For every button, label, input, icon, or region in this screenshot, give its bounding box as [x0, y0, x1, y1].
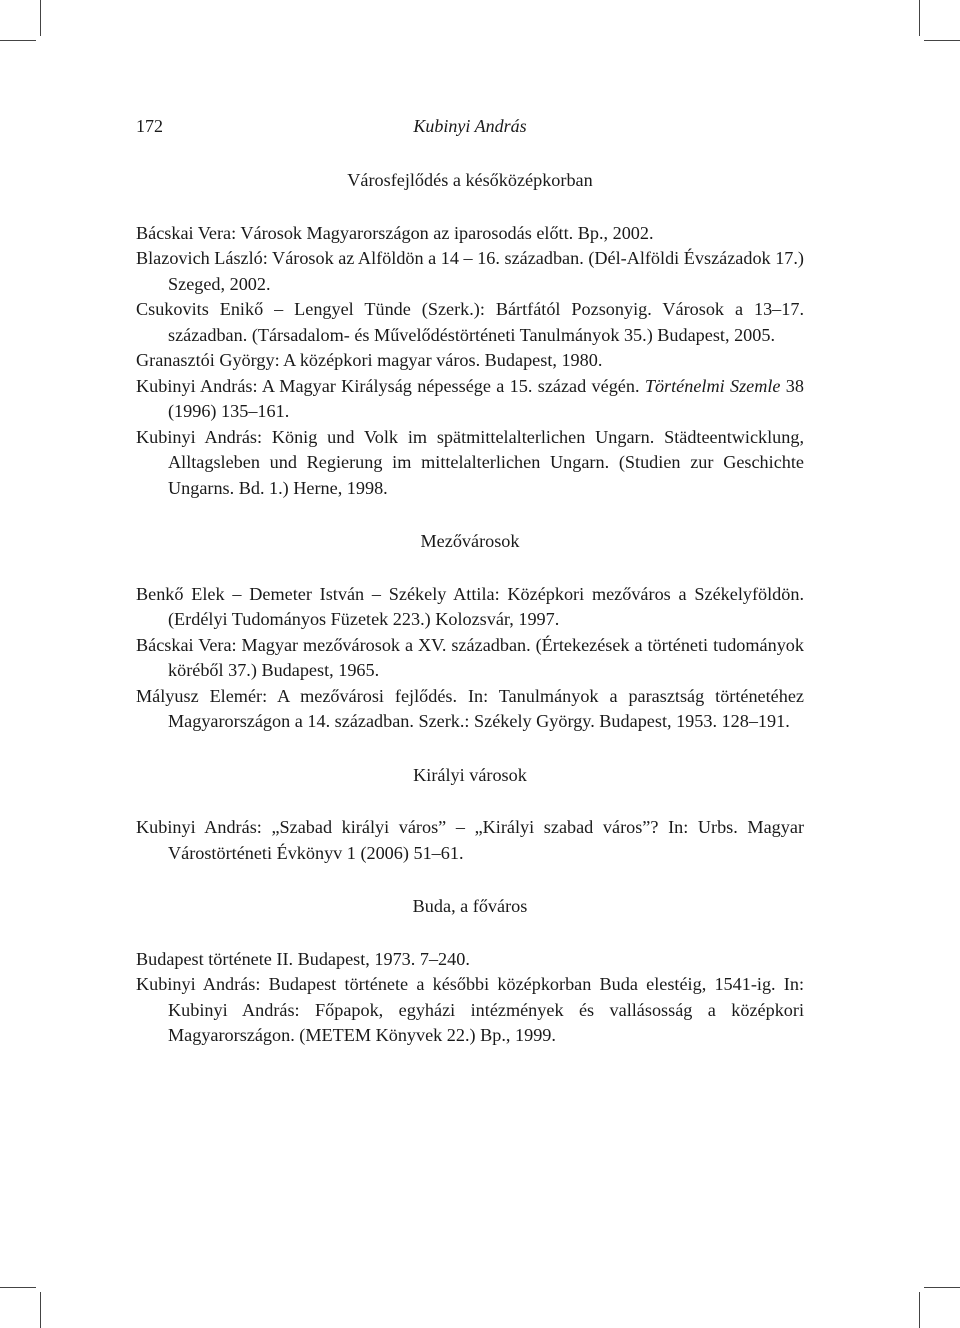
reference-entry: [136, 633, 804, 684]
reference-entry: [136, 684, 804, 735]
running-head: Kubinyi András: [413, 116, 527, 136]
reference-entry: [136, 221, 804, 247]
reference-list: [136, 221, 804, 502]
reference-text: Budapest története II. Budapest, 1973. 7–240.: [136, 948, 470, 969]
reference-list: [136, 947, 804, 1049]
reference-text: Csukovits Enikő – Lengyel Tünde (Szerk.): Bártfától Pozsonyig. Városok a 13–17. században. (Társadalom- és Művelődéstörténeti Tanulmányok 35.) Budapest, 2005.: [136, 299, 804, 345]
crop-mark-bottom-right: [919, 1292, 920, 1328]
section-title: Városfejlődés a későközépkorban: [347, 170, 593, 190]
crop-mark-top-right-h: [924, 40, 960, 41]
reference-text: Kubinyi András: König und Volk im spätmittelalterlichen Ungarn. Städteentwicklung, Alltagsleben und Regierung im mittelalterlichen Ungarn. (Studien zur Geschichte Ungarns. Bd. 1.) Herne, 1998.: [136, 426, 804, 498]
reference-entry: [136, 582, 804, 633]
reference-entry: [136, 972, 804, 1049]
crop-mark-bottom-right-h: [924, 1287, 960, 1288]
journal-title: Történelmi Szemle: [644, 375, 781, 396]
reference-text: Kubinyi András: Budapest története a későbbi középkorban Buda elestéig, 1541-ig. In: Kubinyi András: Főpapok, egyházi intézmények és vallásosság a középkori Magyarországon. (METEM Könyvek 22.) Bp., 1999.: [136, 974, 804, 1045]
reference-text: Kubinyi András: A Magyar Királyság népessége a 15. század végén.: [136, 375, 645, 396]
reference-list: [136, 815, 804, 866]
reference-entry: [136, 425, 804, 502]
reference-text: Granasztói György: A középkori magyar város. Budapest, 1980.: [136, 350, 603, 370]
page-header: [136, 116, 804, 142]
crop-mark-top-left: [40, 0, 41, 36]
section-title: Mezővárosok: [420, 531, 520, 551]
reference-text: Mályusz Elemér: A mezővárosi fejlődés. In: Tanulmányok a parasztság történetéhez Magyarországon a 14. században. Szerk.: Székely György. Budapest, 1953. 128–191.: [136, 685, 804, 731]
reference-entry: [136, 348, 804, 374]
bibliography: [136, 168, 804, 1077]
section-title: Királyi városok: [413, 764, 527, 785]
reference-list: [136, 582, 804, 735]
reference-text: Benkő Elek – Demeter István – Székely Attila: Középkori mezőváros a Székelyföldön. (Erdélyi Tudományos Füzetek 223.) Kolozsvár, 1997.: [136, 583, 804, 629]
reference-entry: [136, 374, 804, 425]
crop-mark-bottom-left-h: [0, 1287, 36, 1288]
reference-text: Kubinyi András: „Szabad királyi város” – „Királyi szabad város”? In: Urbs. Magyar Várostörténeti Évkönyv 1 (2006) 51–61.: [136, 817, 804, 863]
section-title: Buda, a főváros: [412, 896, 528, 916]
crop-mark-top-right: [919, 0, 920, 36]
reference-entry: [136, 947, 804, 973]
crop-mark-bottom-left: [40, 1292, 41, 1328]
reference-text: Blazovich László: Városok az Alföldön a 14 – 16. században. (Dél-Alföldi Évszázadok 17.) Szeged, 2002.: [136, 248, 804, 294]
reference-entry: [136, 815, 804, 866]
reference-text: Bácskai Vera: Magyar mezővárosok a XV. században. (Értekezések a történeti tudományok köréből 37.) Budapest, 1965.: [136, 634, 804, 680]
reference-text: Bácskai Vera: Városok Magyarországon az iparosodás előtt. Bp., 2002.: [136, 222, 654, 243]
page-number: 172: [136, 116, 163, 136]
reference-entry: [136, 297, 804, 348]
reference-text: 38 (1996) 135–161.: [168, 375, 804, 421]
crop-mark-top-left-h: [0, 40, 36, 41]
reference-entry: [136, 246, 804, 297]
